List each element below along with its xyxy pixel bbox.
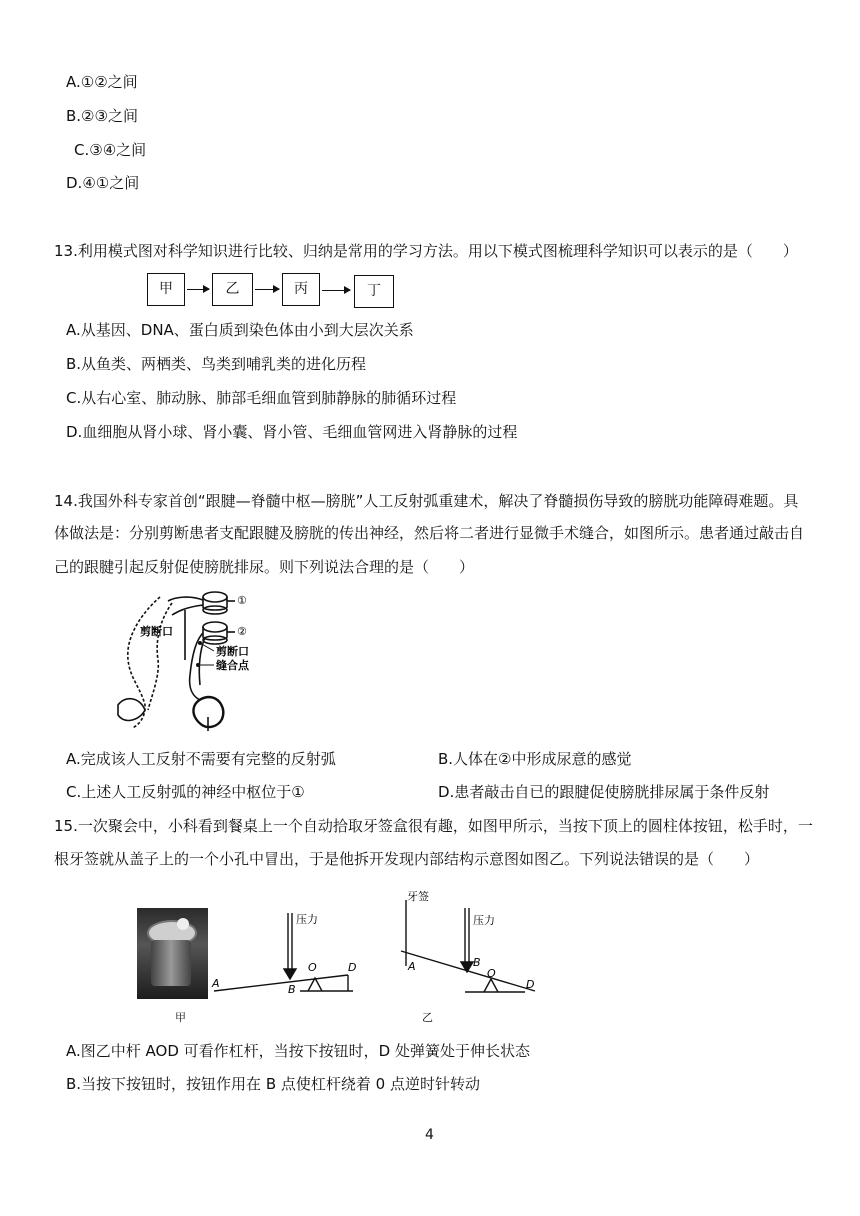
q15-stem-line-2: 根牙签就从盖子上的一个小孔中冒出，于是他拆开发现内部结构示意图如图乙。下列说法错误的是（ ） <box>54 850 760 868</box>
q13-stem: 13.利用模式图对科学知识进行比较、归纳是常用的学习方法。用以下模式图梳理科学知识可以表示的是（ ） <box>54 242 798 260</box>
q15-jia-force: 压力 <box>296 913 318 926</box>
q12-option-b: B.②③之间 <box>66 107 138 125</box>
q14-stem-line-3: 己的跟腱引起反射促使膀胱排尿。则下列说法合理的是（ ） <box>54 558 475 576</box>
q14-label-1: ① <box>237 594 247 607</box>
q14-stem-line-1: 14.我国外科专家首创“跟腱—脊髓中枢—膀胱”人工反射弧重建术，解决了脊髓损伤导致的膀胱功能障碍难题。具 <box>54 492 799 510</box>
q15-jia-B: B <box>288 983 296 996</box>
q13-box-jia: 甲 <box>147 273 185 306</box>
q13-option-a: A.从基因、DNA、蛋白质到染色体由小到大层次关系 <box>66 321 414 339</box>
q15-yi-toothpick: 牙签 <box>407 890 429 903</box>
q15-option-a: A.图乙中杆 AOD 可看作杠杆，当按下按钮时，D 处弹簧处于伸长状态 <box>66 1042 530 1060</box>
page-number: 4 <box>425 1127 434 1143</box>
q14-option-c: C.上述人工反射弧的神经中枢位于① <box>66 783 305 801</box>
q13-box-bing: 丙 <box>282 273 320 306</box>
q15-yi-D: D <box>526 978 535 991</box>
q12-option-d: D.④①之间 <box>66 174 140 192</box>
q15-jia-A: A <box>212 977 220 990</box>
q15-option-b: B.当按下按钮时，按钮作用在 B 点使杠杆绕着 0 点逆时针转动 <box>66 1075 480 1093</box>
q14-label-cut-right: 剪断口 <box>216 645 249 658</box>
q13-option-d: D.血细胞从肾小球、肾小囊、肾小管、毛细血管网进入肾静脉的过程 <box>66 423 518 441</box>
q14-reflex-figure <box>110 585 280 735</box>
q14-label-2: ② <box>237 625 247 638</box>
q13-arrow-1 <box>187 289 209 290</box>
q13-box-ding: 丁 <box>354 275 394 308</box>
q14-label-cut-left: 剪断口 <box>140 625 173 638</box>
q14-option-d: D.患者敲击自已的跟腱促使膀胱排尿属于条件反射 <box>438 783 770 801</box>
q15-photo-toothpick-box <box>137 908 208 999</box>
q15-jia-D: D <box>348 961 357 974</box>
q13-box-yi: 乙 <box>212 273 253 306</box>
q13-arrow-3 <box>322 290 350 291</box>
q15-jia-caption: 甲 <box>175 1011 186 1024</box>
q13-option-c: C.从右心室、肺动脉、肺部毛细血管到肺静脉的肺循环过程 <box>66 389 457 407</box>
q15-fig-yi-lever <box>395 888 545 1000</box>
q14-label-suture: 缝合点 <box>216 659 249 672</box>
q15-yi-O: O <box>487 967 496 980</box>
q13-option-b: B.从鱼类、两栖类、鸟类到哺乳类的进化历程 <box>66 355 367 373</box>
q14-option-a: A.完成该人工反射不需要有完整的反射弧 <box>66 750 336 768</box>
q14-option-b: B.人体在②中形成尿意的感觉 <box>438 750 632 768</box>
q13-arrow-2 <box>255 289 279 290</box>
q15-yi-A: A <box>408 960 416 973</box>
q12-option-c: C.③④之间 <box>74 141 147 159</box>
q15-yi-caption: 乙 <box>422 1011 433 1024</box>
q14-stem-line-2: 体做法是：分别剪断患者支配跟腱及膀胱的传出神经，然后将二者进行显微手术缝合，如图所示。患者通过敲击自 <box>54 524 805 542</box>
q15-yi-B: B <box>473 956 481 969</box>
q15-stem-line-1: 15.一次聚会中，小科看到餐桌上一个自动拾取牙签盒很有趣，如图甲所示，当按下顶上的圆柱体按钮，松手时，一 <box>54 817 813 835</box>
q15-yi-force: 压力 <box>473 914 495 927</box>
q15-fig-jia-lever <box>208 905 358 1005</box>
q15-jia-O: O <box>308 961 317 974</box>
q12-option-a: A.①②之间 <box>66 73 138 91</box>
